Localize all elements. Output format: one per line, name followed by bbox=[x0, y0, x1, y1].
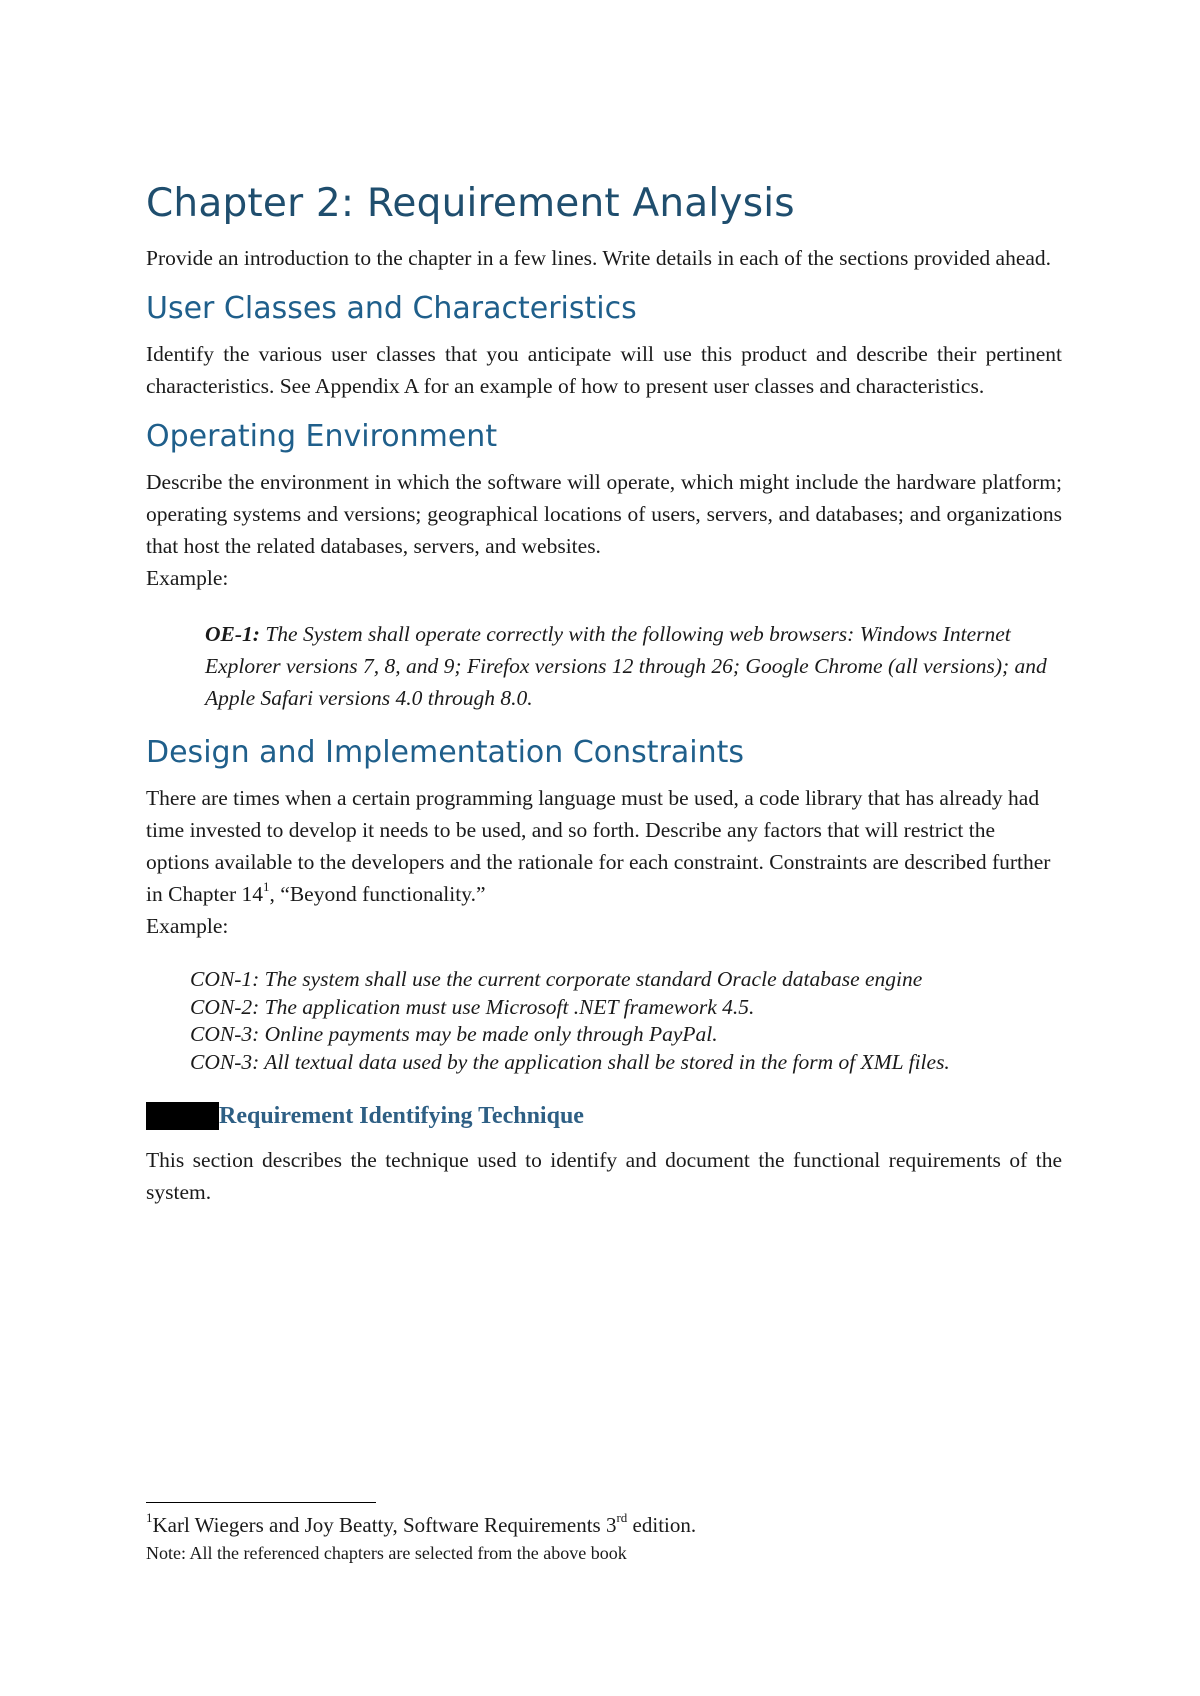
footnote-text-end: edition. bbox=[627, 1513, 697, 1537]
footnote-ref[interactable]: 1 bbox=[263, 878, 270, 894]
constraint-item: CON-1: The system shall use the current corporate standard Oracle database engine bbox=[190, 967, 923, 991]
design-constraints-heading: Design and Implementation Constraints bbox=[146, 735, 745, 770]
chapter-intro: Provide an introduction to the chapter in a few lines. Write details in each of the sections provided ahead. bbox=[146, 246, 1052, 270]
footnote bbox=[146, 1510, 1062, 1540]
footnote-separator bbox=[146, 1502, 376, 1503]
footnote-sup: rd bbox=[616, 1510, 628, 1525]
identifying-technique-body: This section describes the technique used to identify and document the functional requirements of the system. bbox=[146, 1148, 1062, 1204]
constraint-item: CON-2: The application must use Microsoft .NET framework 4.5. bbox=[190, 994, 755, 1019]
design-constraints-text-end: , “Beyond functionality.” bbox=[269, 882, 486, 906]
design-constraints-body bbox=[146, 782, 1062, 910]
footnote-note: Note: All the referenced chapters are selected from the above book bbox=[146, 1543, 627, 1563]
chapter-title: Chapter 2: Requirement Analysis bbox=[146, 181, 795, 226]
identifying-technique-heading bbox=[146, 1100, 1062, 1132]
footnote-text: Karl Wiegers and Joy Beatty, Software Requirements 3 bbox=[152, 1513, 617, 1537]
redaction-block bbox=[146, 1102, 219, 1130]
design-constraints-example-label: Example: bbox=[146, 914, 229, 938]
user-classes-body: Identify the various user classes that you anticipate will use this product and describe their pertinent characteristics. See Appendix A for an example of how to present user classes and characteristics. bbox=[146, 342, 1062, 398]
user-classes-heading: User Classes and Characteristics bbox=[146, 291, 637, 326]
operating-environment-heading: Operating Environment bbox=[146, 419, 498, 454]
identifying-technique-title: Requirement Identifying Technique bbox=[219, 1103, 584, 1129]
operating-environment-example-label: Example: bbox=[146, 566, 229, 590]
oe-example bbox=[205, 618, 1062, 714]
footnote-marker: 1 bbox=[146, 1510, 153, 1525]
oe-id: OE-1: bbox=[205, 622, 260, 646]
constraint-item: CON-3: Online payments may be made only through PayPal. bbox=[190, 1022, 718, 1046]
constraint-list bbox=[190, 966, 1062, 1076]
oe-text: The System shall operate correctly with the following web browsers: Windows Internet Explorer versions 7, 8, and 9; Firefox versions 12 through 26; Google Chrome (all versions); and Apple Safari versions 4.0 through 8.0. bbox=[205, 622, 1047, 710]
constraint-item: CON-3: All textual data used by the application shall be stored in the form of XML files. bbox=[190, 1049, 950, 1074]
document-page bbox=[146, 178, 1062, 1208]
design-constraints-text: There are times when a certain programming language must be used, a code library that has already had time invested to develop it needs to be used, and so forth. Describe any factors that will restrict the options available to the developers and the rationale for each constraint. Constraints are described further in Chapter 14 bbox=[146, 786, 1051, 906]
operating-environment-body: Describe the environment in which the software will operate, which might include the hardware platform; operating systems and versions; geographical locations of users, servers, and databases; and organizations that host the related databases, servers, and websites. bbox=[146, 470, 1062, 558]
